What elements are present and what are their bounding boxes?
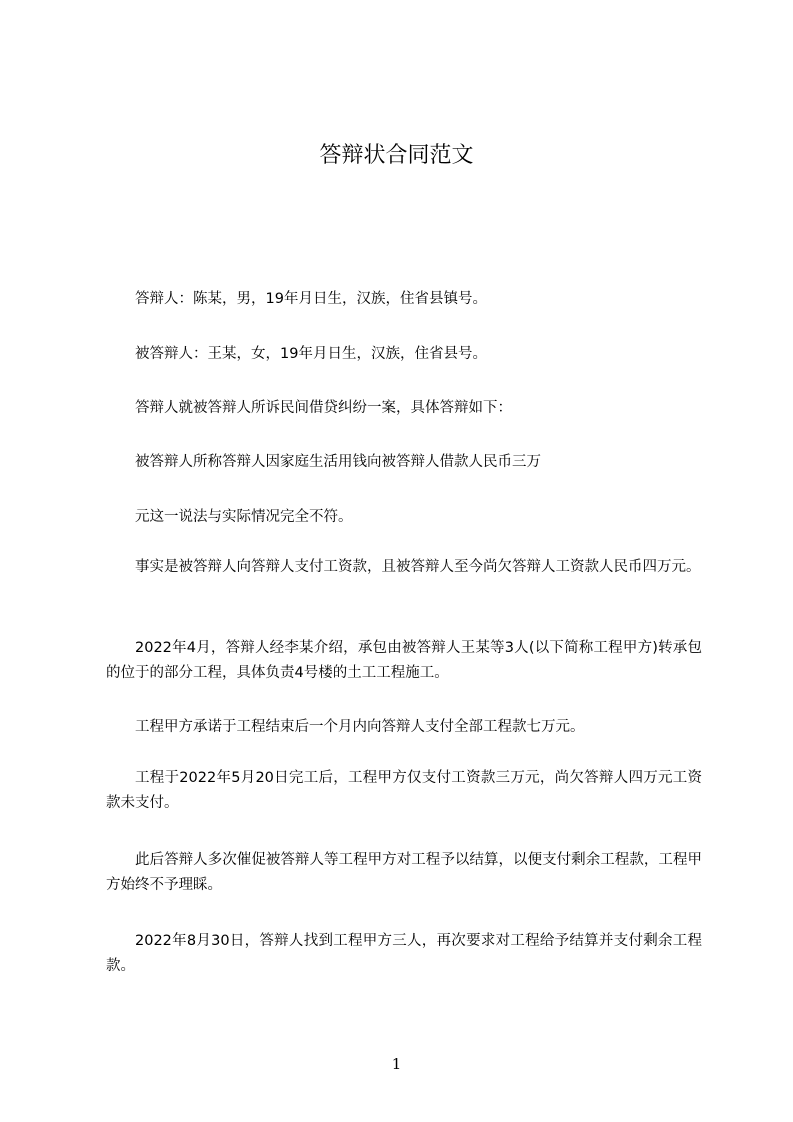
paragraph-intro: 答辩人就被答辩人所诉民间借贷纠纷一案，具体答辩如下： (135, 400, 512, 416)
paragraph-fact: 事实是被答辩人向答辩人支付工资款，且被答辩人至今尚欠答辩人工资款人民币四万元。 (135, 559, 701, 575)
paragraph-contract: 2022年4月，答辩人经李某介绍，承包由被答辩人王某等3人(以下简称工程甲方)转承包的位于的部分工程，具体负责4号楼的土工工程施工。 (106, 640, 702, 681)
paragraph-respondent: 答辩人：陈某，男，19年月日生，汉族，住省县镇号。 (135, 291, 487, 307)
paragraph-claim-part2: 元这一说法与实际情况完全不符。 (135, 509, 353, 525)
paragraph-claimant: 被答辩人：王某，女，19年月日生，汉族，住省县号。 (135, 346, 487, 362)
paragraph-completion: 工程于2022年5月20日完工后，工程甲方仅支付工资款三万元，尚欠答辩人四万元工资款未支付。 (106, 770, 702, 811)
document-title: 答辩状合同范文 (319, 143, 474, 168)
paragraph-urging: 此后答辩人多次催促被答辩人等工程甲方对工程予以结算，以便支付剩余工程款，工程甲方始终不予理睬。 (106, 852, 702, 893)
paragraph-demand: 2022年8月30日，答辩人找到工程甲方三人，再次要求对工程给予结算并支付剩余工程款。 (106, 933, 702, 974)
page-number: 1 (391, 1055, 402, 1073)
paragraph-claim-part1: 被答辩人所称答辩人因家庭生活用钱向被答辩人借款人民币三万 (135, 454, 541, 470)
paragraph-promise: 工程甲方承诺于工程结束后一个月内向答辩人支付全部工程款七万元。 (135, 719, 585, 735)
